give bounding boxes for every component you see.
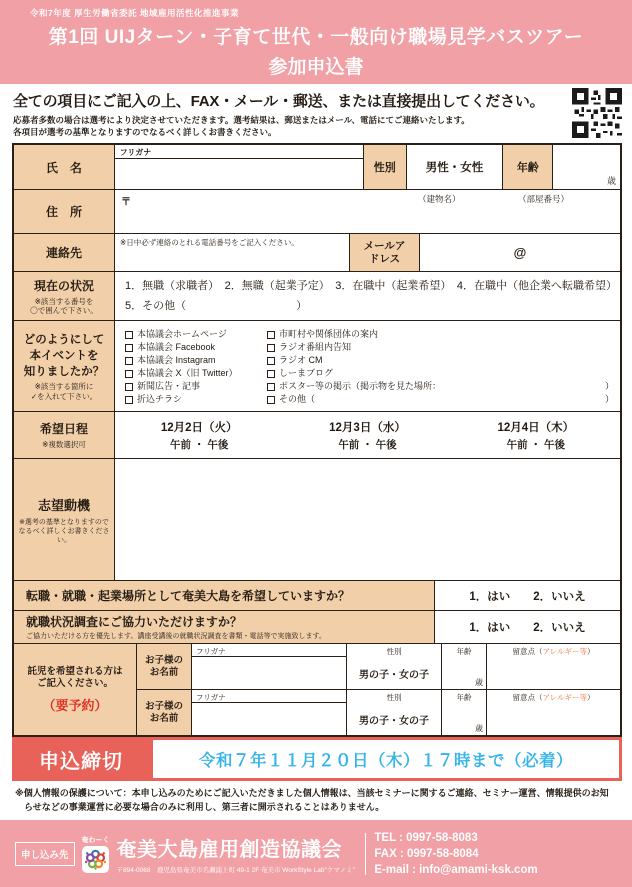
building-name-label: （建物名） <box>418 194 461 204</box>
email-label: メールア ドレス <box>350 234 420 271</box>
contact-info <box>374 830 537 878</box>
checkbox-icon[interactable] <box>125 331 133 339</box>
email-input-area[interactable] <box>420 234 620 271</box>
age-input-area[interactable] <box>553 145 620 189</box>
application-form-table <box>12 143 622 737</box>
child-notes-cell[interactable] <box>487 644 620 689</box>
childcare-label: 託児を希望される方は ご記入ください。 （要予約） <box>14 644 137 735</box>
child-gender-options[interactable]: 男の子・女の子 <box>359 715 429 727</box>
deadline-banner <box>12 737 622 781</box>
deadline-label: 申込締切 <box>12 737 150 781</box>
checkbox-icon[interactable] <box>267 357 275 365</box>
address-row <box>14 190 620 234</box>
gender-options[interactable]: 男性・女性 <box>407 145 504 189</box>
address-label: 住 所 <box>14 190 115 233</box>
current-status-label: 現在の状況 ※該当する番号を 〇で囲んで下さい。 <box>14 272 115 320</box>
checkbox-icon[interactable] <box>267 396 275 404</box>
checkbox-icon[interactable] <box>125 344 133 352</box>
instruction-main: 全ての項目にご記入の上、FAX・メール・郵送、または直接提出してください。 <box>13 93 545 110</box>
org-name: 奄美大島雇用創造協議会 <box>116 839 343 861</box>
checkbox-item[interactable]: 市町村や関係団体の案内 <box>267 328 614 341</box>
name-input-area[interactable] <box>115 145 364 189</box>
address-input-area[interactable] <box>115 190 620 233</box>
question-amami-row <box>14 581 620 611</box>
child-age-header: 年齢 <box>456 647 472 656</box>
org-logo <box>82 835 110 873</box>
checkbox-item[interactable]: ポスター等の掲示（掲示物を見た場所： ） <box>267 380 614 393</box>
motivation-label: 志望動機 ※選考の基準となりますので なるべく詳しくお書きください。 <box>14 459 115 580</box>
deadline-value: 令和７年１１月２０日（木）１７時まで（必着） <box>150 737 622 781</box>
room-number-label: （部屋番号） <box>518 194 570 204</box>
child-notes-cell[interactable] <box>487 690 620 735</box>
child-age-unit: 歳 <box>475 678 483 687</box>
checkbox-icon[interactable] <box>267 331 275 339</box>
checkbox-icon[interactable] <box>125 383 133 391</box>
fax-number: FAX : 0997-58-8084 <box>374 847 479 860</box>
submission-instructions <box>13 90 563 138</box>
child-notes-header: 留意点（アレルギー等） <box>512 693 595 702</box>
checkbox-item[interactable]: ラジオ CM <box>267 354 614 367</box>
child-gender-header: 性別 <box>386 693 402 702</box>
question-survey-row <box>14 611 620 644</box>
checkbox-icon[interactable] <box>125 357 133 365</box>
age-label: 年齢 <box>503 145 553 189</box>
child-entry-1 <box>137 644 620 690</box>
question-amami-answer[interactable]: 1．はい 2．いいえ <box>469 590 586 603</box>
child-furigana-label: フリガナ <box>192 644 346 657</box>
apply-to-badge: 申し込み先 <box>15 842 75 866</box>
closing-paren: ） <box>604 394 614 404</box>
at-mark: @ <box>513 245 527 260</box>
org-address: 〒894-0068 鹿児島県奄美市名瀬浦上町 49-1 2F 奄美市 WorkStyle Lab"クマノミ" <box>116 867 355 874</box>
checkbox-item[interactable]: しーまブログ <box>267 367 614 380</box>
child-gender-cell <box>347 644 442 689</box>
checkbox-icon[interactable] <box>267 370 275 378</box>
tel-number: TEL : 0997-58-8083 <box>374 831 478 844</box>
postal-mark: 〒 <box>121 197 131 208</box>
footer-banner <box>0 820 632 887</box>
how-known-options <box>115 321 620 411</box>
child-gender-cell <box>347 690 442 735</box>
phone-input-area[interactable] <box>115 234 350 271</box>
reservation-required-badge: （要予約） <box>42 697 108 713</box>
instruction-sub <box>13 115 563 138</box>
page-title-line2: 参加申込書 <box>268 57 364 78</box>
checkbox-item[interactable]: 折込チラシ <box>125 393 267 406</box>
page-title <box>0 22 632 79</box>
contact-row <box>14 234 620 272</box>
checkbox-item[interactable]: 本協議会ホームページ <box>125 328 267 341</box>
how-known-label: どのようにして 本イベントを 知りましたか？ ※該当する箇所に ✓を入れて下さい。 <box>14 321 115 411</box>
child-name-input-area[interactable] <box>192 690 347 735</box>
age-unit: 歳 <box>607 176 617 186</box>
how-known-left-column <box>125 328 267 411</box>
checkbox-item[interactable]: 新聞広告・記事 <box>125 380 267 393</box>
program-note: 令和7年度 厚生労働省委託 地域雇用活性化推進事業 <box>30 8 239 18</box>
child-notes-header: 留意点（アレルギー等） <box>512 647 595 656</box>
checkbox-item[interactable]: その他（ ） <box>267 393 614 406</box>
name-row <box>14 145 620 190</box>
checkbox-icon[interactable] <box>125 396 133 404</box>
checkbox-item[interactable]: 本協議会 Instagram <box>125 354 267 367</box>
checkbox-icon[interactable] <box>267 344 275 352</box>
child-entry-2 <box>137 690 620 735</box>
privacy-note: ※個人情報の保護について：本申し込みのためにご記入いただきました個人情報は、当該セミナーに関するご連絡、セミナー運営、情報提供のお知らせなどの事業運営に必要な場合のみに利用し、第三者に開示されることはありません。 <box>15 788 609 812</box>
instruction-sub-line1: 応募者多数の場合は選考により決定させていただきます。選考結果は、郵送またはメール、電話にてご連絡いたします。 <box>13 115 470 125</box>
qr-code-icon <box>572 88 622 138</box>
child-name-input-area[interactable] <box>192 644 347 689</box>
email-address: E-mail : info@amami-ksk.com <box>374 863 538 876</box>
date-option-2[interactable]: 12月3日（水） 午前 ・ 午後 <box>329 421 406 451</box>
logo-brand-text: 奄わーく <box>81 836 110 844</box>
child-age-unit: 歳 <box>475 724 483 733</box>
child-age-cell[interactable] <box>442 690 487 735</box>
child-gender-options[interactable]: 男の子・女の子 <box>359 669 429 681</box>
flower-logo-icon <box>82 846 109 873</box>
contact-label: 連絡先 <box>14 234 115 271</box>
question-survey-answer[interactable]: 1．はい 2．いいえ <box>469 622 586 634</box>
phone-note: ※日中必ず連絡のとれる電話番号をご記入ください。 <box>120 238 299 247</box>
status-options-line2[interactable]: 5．その他（ ） <box>125 300 308 312</box>
childcare-entries <box>137 644 620 735</box>
page-title-line1: 第1回 UIJターン・子育て世代・一般向け職場見学バスツアー <box>48 27 584 48</box>
question-amami-label: 転職・就職・起業場所として奄美大島を希望していますか？ <box>14 581 435 610</box>
preferred-dates-label: 希望日程 ※複数選択可 <box>14 412 115 458</box>
checkbox-icon[interactable] <box>125 370 133 378</box>
closing-paren: ） <box>604 381 614 391</box>
child-gender-header: 性別 <box>386 647 402 656</box>
how-known-row <box>14 321 620 412</box>
date-option-3[interactable]: 12月4日（木） 午前 ・ 午後 <box>497 421 575 451</box>
header-banner <box>0 0 632 84</box>
furigana-label: フリガナ <box>115 145 363 159</box>
child-name-label: お子様の お名前 <box>137 690 192 735</box>
motivation-input-area[interactable] <box>115 459 620 580</box>
name-label: 氏 名 <box>14 145 115 189</box>
current-status-row <box>14 272 620 321</box>
child-furigana-label: フリガナ <box>192 690 346 703</box>
checkbox-icon[interactable] <box>267 383 275 391</box>
gender-label: 性別 <box>364 145 407 189</box>
child-name-label: お子様の お名前 <box>137 644 192 689</box>
child-name-fill[interactable] <box>192 657 346 689</box>
checkbox-item[interactable]: 本協議会 Facebook <box>125 341 267 354</box>
instruction-sub-line2: 各項目が選考の基準となりますのでなるべく詳しくお書きください。 <box>13 126 277 137</box>
child-age-header: 年齢 <box>456 693 472 702</box>
child-name-fill[interactable] <box>192 703 346 735</box>
status-options-line1[interactable]: 1．無職（求職者） 2．無職（起業予定） 3．在職中（起業希望） 4．在職中（他企業へ転職希望） <box>125 280 617 292</box>
org-info <box>117 833 355 874</box>
current-status-options <box>115 272 620 320</box>
motivation-row <box>14 459 620 581</box>
checkbox-item[interactable]: 本協議会 X（旧 Twitter） <box>125 367 267 380</box>
question-survey-label: 就職状況調査にご協力いただけますか？ ご協力いただける方を優先します。講座受講後の就職状況調査を書類・電話等で実施致します。 <box>14 611 435 643</box>
child-age-cell[interactable] <box>442 644 487 689</box>
footer-divider <box>365 833 367 875</box>
checkbox-item[interactable]: ラジオ番組内告知 <box>267 341 614 354</box>
how-known-right-column <box>267 328 614 411</box>
date-option-1[interactable]: 12月2日（火） 午前 ・ 午後 <box>160 421 238 451</box>
childcare-row <box>14 644 620 735</box>
preferred-dates-row <box>14 412 620 459</box>
name-fill[interactable] <box>115 159 363 189</box>
